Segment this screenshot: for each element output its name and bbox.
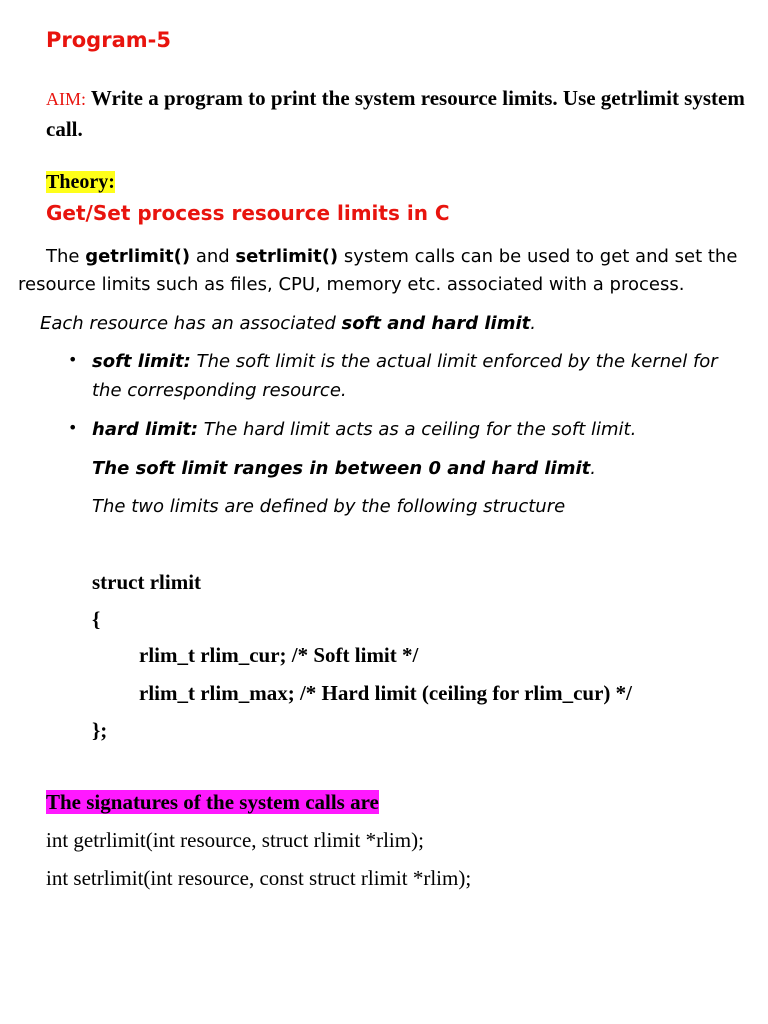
bullet-term: hard limit: (92, 419, 199, 440)
struct-open-brace: { (92, 607, 101, 631)
intro-paragraph-line-2: resource limits such as files, CPU, memory etc. associated with a process. (18, 274, 685, 295)
theory-heading: Get/Set process resource limits in C (46, 201, 450, 225)
struct-field-rlim-cur: rlim_t rlim_cur; /* Soft limit */ (139, 643, 419, 667)
aim-text: Write a program to print the system resource limits. Use getrlimit system call. (46, 86, 745, 141)
getrlimit-term: getrlimit() (85, 246, 191, 267)
bullet-term: soft limit: (92, 351, 191, 372)
intro-paragraph-line-1 (46, 243, 737, 271)
struct-close-brace: }; (92, 718, 108, 742)
bullet-dot: • (68, 418, 78, 437)
getrlimit-signature: int getrlimit(int resource, struct rlimit *rlim); (46, 828, 424, 852)
intro-pre: The (46, 246, 86, 267)
setrlimit-signature: int setrlimit(int resource, const struct rlimit *rlim); (46, 866, 472, 890)
range-post: . (590, 458, 596, 479)
intro-post: system calls can be used to get and set the (338, 246, 738, 267)
bullet-dot: • (68, 350, 78, 369)
theory-label (46, 171, 115, 194)
each-resource-pre: Each resource has an associated (40, 313, 342, 334)
theory-label-text: Theory: (46, 171, 115, 193)
aim-label: AIM: (46, 89, 86, 109)
two-limits-line: The two limits are defined by the following structure (92, 496, 566, 517)
each-resource-post: . (530, 313, 536, 334)
signatures-heading (46, 790, 379, 815)
each-resource-line (40, 310, 536, 338)
program-title: Program-5 (46, 28, 171, 52)
soft-limit-range-line (92, 455, 596, 483)
struct-field-rlim-max: rlim_t rlim_max; /* Hard limit (ceiling for rlim_cur) */ (139, 681, 632, 705)
bullet-soft-limit (92, 348, 718, 376)
setrlimit-term: setrlimit() (235, 246, 339, 267)
struct-declaration: struct rlimit (92, 570, 202, 594)
signatures-heading-text: The signatures of the system calls are (46, 790, 379, 814)
range-bold: The soft limit ranges in between 0 and hard limit (92, 458, 591, 479)
bullet-soft-limit-continuation: the corresponding resource. (92, 380, 347, 401)
bullet-hard-limit (92, 416, 636, 444)
each-resource-bold: soft and hard limit (341, 313, 531, 334)
intro-and: and (190, 246, 236, 267)
aim-statement (46, 83, 746, 144)
bullet-text: The soft limit is the actual limit enforced by the kernel for (190, 351, 718, 372)
bullet-text: The hard limit acts as a ceiling for the soft limit. (198, 419, 637, 440)
